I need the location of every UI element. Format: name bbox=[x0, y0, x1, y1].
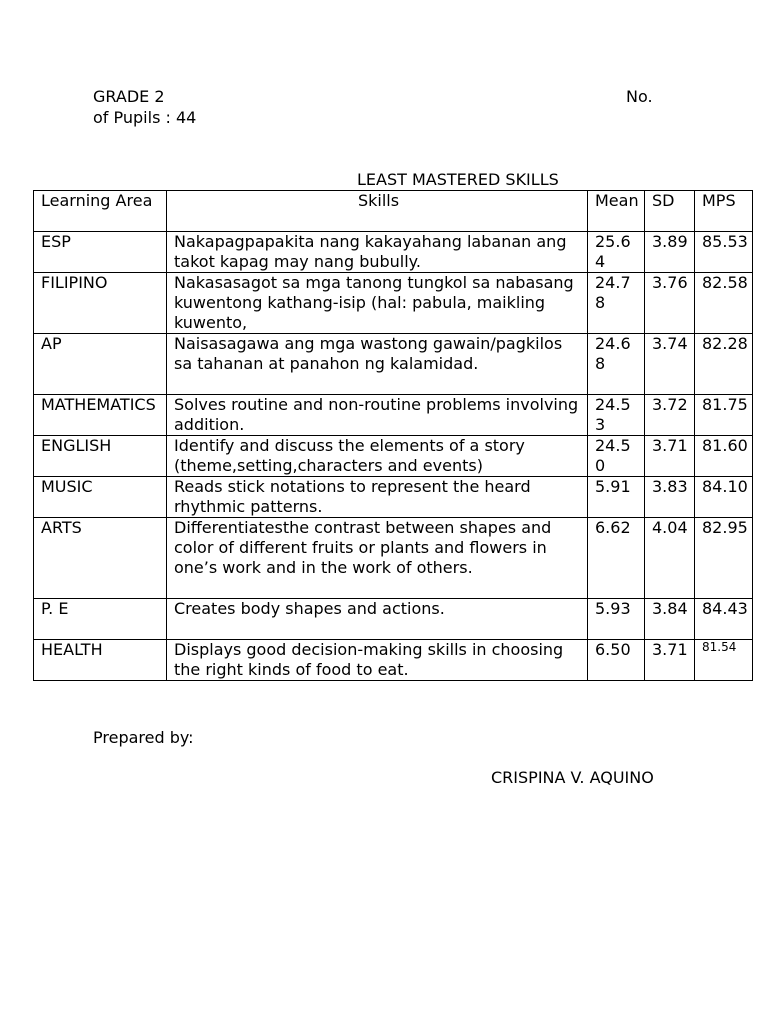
header-skills: Skills bbox=[167, 191, 588, 232]
table-header-row bbox=[34, 191, 753, 232]
mean-cell: 24.53 bbox=[588, 395, 645, 436]
mps-cell: 85.53 bbox=[695, 232, 753, 273]
mean-cell: 25.64 bbox=[588, 232, 645, 273]
skill-cell: Identify and discuss the elements of a story (theme,setting,characters and events) bbox=[167, 436, 588, 477]
skill-cell: Differentiatesthe contrast between shapes and color of different fruits or plants and flowers in one’s work and in the work of others. bbox=[167, 518, 588, 599]
table-row bbox=[34, 273, 753, 334]
learning-area-cell: FILIPINO bbox=[34, 273, 167, 334]
table-row bbox=[34, 640, 753, 681]
skill-cell: Solves routine and non-routine problems involving addition. bbox=[167, 395, 588, 436]
table-row bbox=[34, 477, 753, 518]
mean-cell: 5.93 bbox=[588, 599, 645, 640]
learning-area-cell: MATHEMATICS bbox=[34, 395, 167, 436]
skill-cell: Displays good decision-making skills in choosing the right kinds of food to eat. bbox=[167, 640, 588, 681]
learning-area-cell: ESP bbox=[34, 232, 167, 273]
sd-cell: 3.76 bbox=[645, 273, 695, 334]
learning-area-cell: P. E bbox=[34, 599, 167, 640]
mps-cell: 84.43 bbox=[695, 599, 753, 640]
header-learning-area: Learning Area bbox=[34, 191, 167, 232]
skill-cell: Reads stick notations to represent the heard rhythmic patterns. bbox=[167, 477, 588, 518]
table-row bbox=[34, 436, 753, 477]
mean-cell: 24.78 bbox=[588, 273, 645, 334]
header-mps: MPS bbox=[695, 191, 753, 232]
skill-cell: Naisasagawa ang mga wastong gawain/pagkilos sa tahanan at panahon ng kalamidad. bbox=[167, 334, 588, 395]
mps-cell: 81.60 bbox=[695, 436, 753, 477]
mean-cell: 6.50 bbox=[588, 640, 645, 681]
grade-label: GRADE 2 bbox=[93, 87, 165, 106]
mean-cell: 24.50 bbox=[588, 436, 645, 477]
learning-area-cell: ARTS bbox=[34, 518, 167, 599]
preparer-name: CRISPINA V. AQUINO bbox=[491, 768, 654, 787]
learning-area-cell: AP bbox=[34, 334, 167, 395]
mps-cell: 82.28 bbox=[695, 334, 753, 395]
sd-cell: 3.74 bbox=[645, 334, 695, 395]
table-row bbox=[34, 599, 753, 640]
mean-cell: 5.91 bbox=[588, 477, 645, 518]
learning-area-cell: HEALTH bbox=[34, 640, 167, 681]
mps-cell: 84.10 bbox=[695, 477, 753, 518]
header-sd: SD bbox=[645, 191, 695, 232]
mps-cell: 82.58 bbox=[695, 273, 753, 334]
sd-cell: 3.72 bbox=[645, 395, 695, 436]
skills-table bbox=[33, 190, 753, 681]
skill-cell: Nakapagpapakita nang kakayahang labanan ang takot kapag may nang bubully. bbox=[167, 232, 588, 273]
learning-area-cell: MUSIC bbox=[34, 477, 167, 518]
table-row bbox=[34, 334, 753, 395]
table-row bbox=[34, 395, 753, 436]
mps-cell: 81.54 bbox=[695, 640, 753, 681]
header-mean: Mean bbox=[588, 191, 645, 232]
sd-cell: 4.04 bbox=[645, 518, 695, 599]
number-label: No. bbox=[626, 87, 653, 106]
sd-cell: 3.84 bbox=[645, 599, 695, 640]
prepared-by-label: Prepared by: bbox=[93, 728, 194, 747]
table-row bbox=[34, 232, 753, 273]
mps-cell: 82.95 bbox=[695, 518, 753, 599]
mean-cell: 24.68 bbox=[588, 334, 645, 395]
skill-cell: Nakasasagot sa mga tanong tungkol sa nabasang kuwentong kathang-isip (hal: pabula, maikling kuwento, bbox=[167, 273, 588, 334]
learning-area-cell: ENGLISH bbox=[34, 436, 167, 477]
table-row bbox=[34, 518, 753, 599]
sd-cell: 3.83 bbox=[645, 477, 695, 518]
skill-cell: Creates body shapes and actions. bbox=[167, 599, 588, 640]
pupils-count: of Pupils : 44 bbox=[93, 108, 197, 127]
mean-cell: 6.62 bbox=[588, 518, 645, 599]
sd-cell: 3.71 bbox=[645, 640, 695, 681]
document-title: LEAST MASTERED SKILLS bbox=[357, 170, 559, 189]
sd-cell: 3.89 bbox=[645, 232, 695, 273]
sd-cell: 3.71 bbox=[645, 436, 695, 477]
mps-cell: 81.75 bbox=[695, 395, 753, 436]
